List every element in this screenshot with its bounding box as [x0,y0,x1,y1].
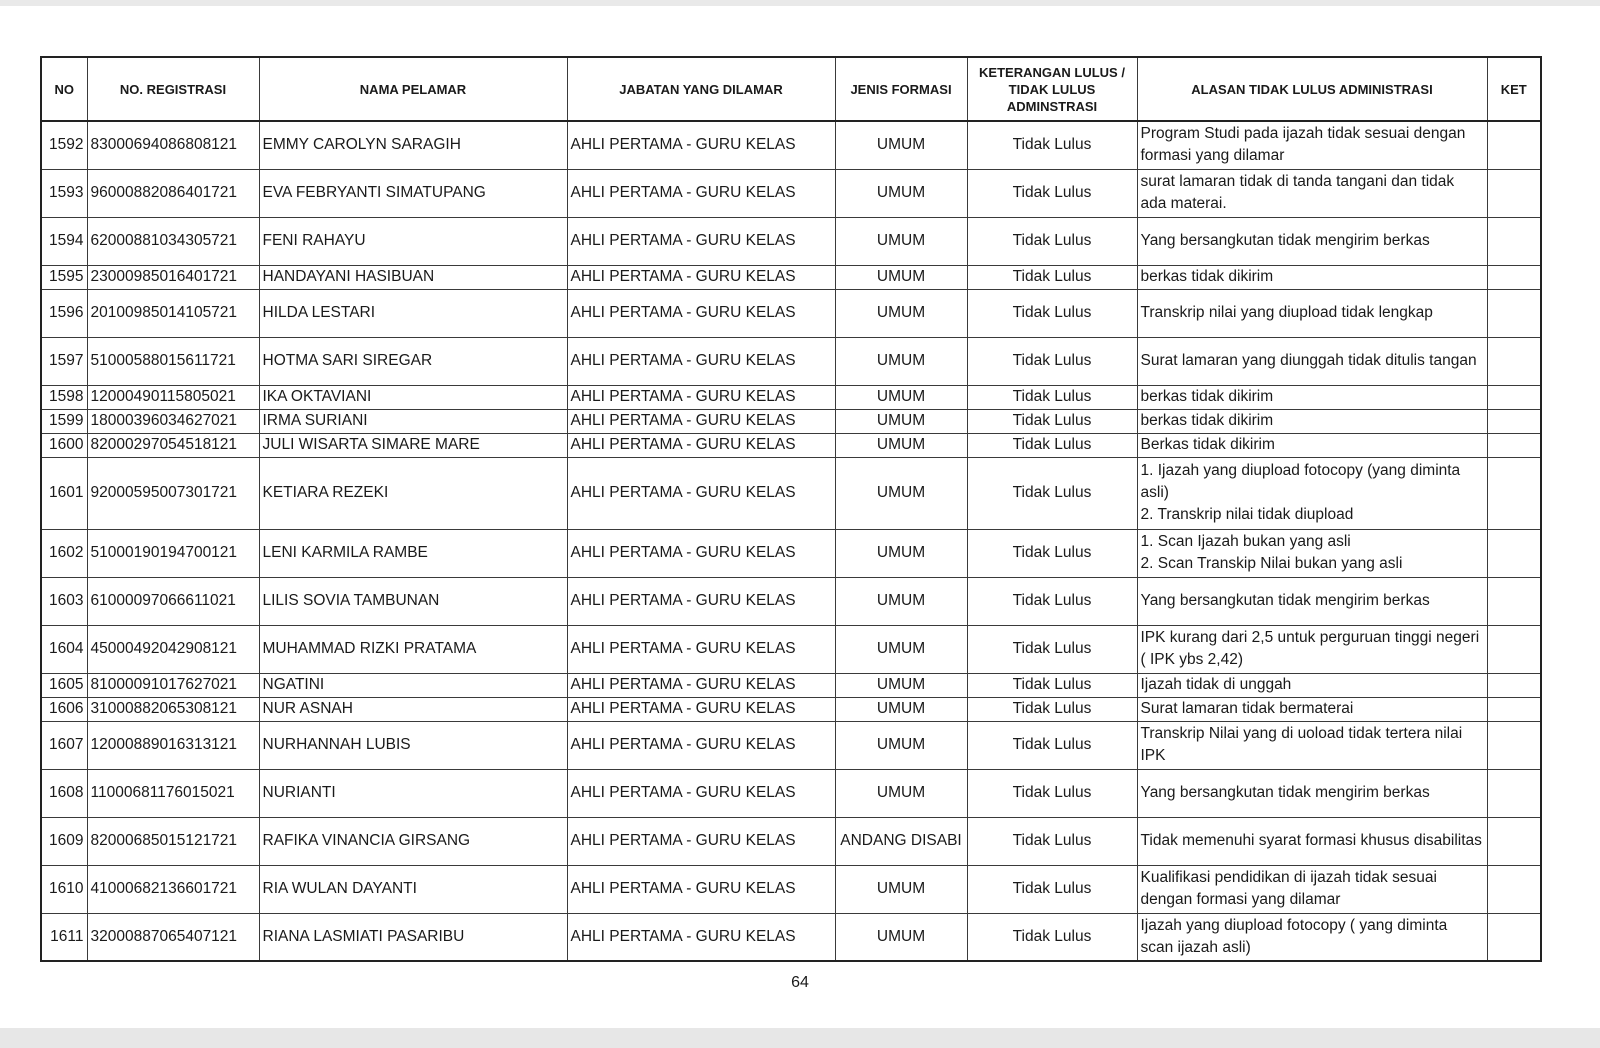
registration-number: 92000595007301721 [87,457,259,529]
table-row [41,217,1541,265]
formation-type: UMUM [835,769,967,817]
admin-status: Tidak Lulus [967,529,1137,577]
position-applied: AHLI PERTAMA - GURU KELAS [567,457,835,529]
table-row [41,577,1541,625]
remarks [1487,697,1541,721]
remarks [1487,385,1541,409]
page-number: 64 [791,974,809,991]
failure-reason: Kualifikasi pendidikan di ijazah tidak sesuai dengan formasi yang dilamar [1137,865,1487,913]
remarks [1487,721,1541,769]
position-applied: AHLI PERTAMA - GURU KELAS [567,121,835,169]
failure-reason: Yang bersangkutan tidak mengirim berkas [1137,577,1487,625]
row-number: 1605 [41,673,87,697]
failure-reason: berkas tidak dikirim [1137,385,1487,409]
position-applied: AHLI PERTAMA - GURU KELAS [567,721,835,769]
remarks [1487,217,1541,265]
failure-reason: Yang bersangkutan tidak mengirim berkas [1137,217,1487,265]
formation-type: UMUM [835,673,967,697]
admin-status: Tidak Lulus [967,697,1137,721]
document-sheet [40,56,1540,962]
registration-number: 81000091017627021 [87,673,259,697]
position-applied: AHLI PERTAMA - GURU KELAS [567,217,835,265]
registration-number: 51000190194700121 [87,529,259,577]
applicant-name: RAFIKA VINANCIA GIRSANG [259,817,567,865]
header-no: NO [41,57,87,121]
registration-number: 96000882086401721 [87,169,259,217]
table-row [41,529,1541,577]
failure-reason: Program Studi pada ijazah tidak sesuai dengan formasi yang dilamar [1137,121,1487,169]
admin-status: Tidak Lulus [967,865,1137,913]
applicant-name: KETIARA REZEKI [259,457,567,529]
admin-status: Tidak Lulus [967,121,1137,169]
remarks [1487,265,1541,289]
row-number: 1602 [41,529,87,577]
remarks [1487,409,1541,433]
formation-type: UMUM [835,529,967,577]
remarks [1487,577,1541,625]
failure-reason: Transkrip nilai yang diupload tidak lengkap [1137,289,1487,337]
failure-reason: berkas tidak dikirim [1137,409,1487,433]
position-applied: AHLI PERTAMA - GURU KELAS [567,265,835,289]
header-applicant-name: NAMA PELAMAR [259,57,567,121]
formation-type: UMUM [835,169,967,217]
remarks [1487,865,1541,913]
row-number: 1606 [41,697,87,721]
admin-status: Tidak Lulus [967,457,1137,529]
applicant-name: HOTMA SARI SIREGAR [259,337,567,385]
row-number: 1593 [41,169,87,217]
table-row [41,337,1541,385]
failure-reason: IPK kurang dari 2,5 untuk perguruan tinggi negeri ( IPK ybs 2,42) [1137,625,1487,673]
formation-type: UMUM [835,625,967,673]
failure-reason: Surat lamaran yang diunggah tidak ditulis tangan [1137,337,1487,385]
remarks [1487,817,1541,865]
applicant-name: MUHAMMAD RIZKI PRATAMA [259,625,567,673]
admin-status: Tidak Lulus [967,217,1137,265]
position-applied: AHLI PERTAMA - GURU KELAS [567,817,835,865]
formation-type: UMUM [835,721,967,769]
admin-status: Tidak Lulus [967,913,1137,961]
position-applied: AHLI PERTAMA - GURU KELAS [567,433,835,457]
registration-number: 83000694086808121 [87,121,259,169]
admin-status: Tidak Lulus [967,433,1137,457]
failure-reason: 1. Ijazah yang diupload fotocopy (yang diminta asli) 2. Transkrip nilai tidak diupload [1137,457,1487,529]
admin-status: Tidak Lulus [967,625,1137,673]
formation-type: UMUM [835,409,967,433]
failure-reason: Ijazah tidak di unggah [1137,673,1487,697]
remarks [1487,457,1541,529]
table-row [41,697,1541,721]
failure-reason: Yang bersangkutan tidak mengirim berkas [1137,769,1487,817]
formation-type: UMUM [835,217,967,265]
registration-number: 12000889016313121 [87,721,259,769]
applicant-name: LENI KARMILA RAMBE [259,529,567,577]
table-row [41,409,1541,433]
table-row [41,913,1541,961]
registration-number: 31000882065308121 [87,697,259,721]
applicant-name: HILDA LESTARI [259,289,567,337]
admin-status: Tidak Lulus [967,577,1137,625]
failure-reason: Surat lamaran tidak bermaterai [1137,697,1487,721]
row-number: 1592 [41,121,87,169]
failure-reason: Berkas tidak dikirim [1137,433,1487,457]
admin-status: Tidak Lulus [967,409,1137,433]
table-row [41,721,1541,769]
applicant-name: EVA FEBRYANTI SIMATUPANG [259,169,567,217]
formation-type: UMUM [835,337,967,385]
registration-number: 82000685015121721 [87,817,259,865]
table-row [41,673,1541,697]
formation-type: UMUM [835,385,967,409]
row-number: 1610 [41,865,87,913]
applicant-name: IKA OKTAVIANI [259,385,567,409]
admin-status: Tidak Lulus [967,169,1137,217]
position-applied: AHLI PERTAMA - GURU KELAS [567,697,835,721]
admin-status: Tidak Lulus [967,385,1137,409]
remarks [1487,169,1541,217]
position-applied: AHLI PERTAMA - GURU KELAS [567,337,835,385]
position-applied: AHLI PERTAMA - GURU KELAS [567,385,835,409]
applicant-name: JULI WISARTA SIMARE MARE [259,433,567,457]
remarks [1487,529,1541,577]
applicant-table [40,56,1542,962]
row-number: 1609 [41,817,87,865]
position-applied: AHLI PERTAMA - GURU KELAS [567,865,835,913]
table-row [41,769,1541,817]
failure-reason: surat lamaran tidak di tanda tangani dan tidak ada materai. [1137,169,1487,217]
admin-status: Tidak Lulus [967,265,1137,289]
admin-status: Tidak Lulus [967,673,1137,697]
registration-number: 23000985016401721 [87,265,259,289]
table-row [41,817,1541,865]
admin-status: Tidak Lulus [967,289,1137,337]
registration-number: 61000097066611021 [87,577,259,625]
table-row [41,265,1541,289]
formation-type: UMUM [835,865,967,913]
header-position: JABATAN YANG DILAMAR [567,57,835,121]
applicant-name: LILIS SOVIA TAMBUNAN [259,577,567,625]
header-ket: KET [1487,57,1541,121]
applicant-name: RIANA LASMIATI PASARIBU [259,913,567,961]
registration-number: 32000887065407121 [87,913,259,961]
row-number: 1601 [41,457,87,529]
position-applied: AHLI PERTAMA - GURU KELAS [567,409,835,433]
table-row [41,385,1541,409]
admin-status: Tidak Lulus [967,769,1137,817]
page-edge-top [0,0,1600,6]
remarks [1487,337,1541,385]
position-applied: AHLI PERTAMA - GURU KELAS [567,625,835,673]
applicant-name: RIA WULAN DAYANTI [259,865,567,913]
registration-number: 62000881034305721 [87,217,259,265]
table-row [41,169,1541,217]
applicant-name: FENI RAHAYU [259,217,567,265]
applicant-name: HANDAYANI HASIBUAN [259,265,567,289]
formation-type: ANDANG DISABI [835,817,967,865]
header-registration: NO. REGISTRASI [87,57,259,121]
header-formation-type: JENIS FORMASI [835,57,967,121]
registration-number: 12000490115805021 [87,385,259,409]
row-number: 1595 [41,265,87,289]
remarks [1487,673,1541,697]
formation-type: UMUM [835,577,967,625]
table-row [41,433,1541,457]
applicant-name: NURHANNAH LUBIS [259,721,567,769]
row-number: 1598 [41,385,87,409]
applicant-name: IRMA SURIANI [259,409,567,433]
failure-reason: Ijazah yang diupload fotocopy ( yang diminta scan ijazah asli) [1137,913,1487,961]
row-number: 1611 [41,913,87,961]
row-number: 1604 [41,625,87,673]
position-applied: AHLI PERTAMA - GURU KELAS [567,577,835,625]
remarks [1487,769,1541,817]
failure-reason: Transkrip Nilai yang di uoload tidak tertera nilai IPK [1137,721,1487,769]
row-number: 1607 [41,721,87,769]
header-reason: ALASAN TIDAK LULUS ADMINISTRASI [1137,57,1487,121]
admin-status: Tidak Lulus [967,817,1137,865]
remarks [1487,289,1541,337]
registration-number: 11000681176015021 [87,769,259,817]
registration-number: 45000492042908121 [87,625,259,673]
table-row [41,865,1541,913]
failure-reason: 1. Scan Ijazah bukan yang asli 2. Scan Transkip Nilai bukan yang asli [1137,529,1487,577]
position-applied: AHLI PERTAMA - GURU KELAS [567,769,835,817]
formation-type: UMUM [835,697,967,721]
row-number: 1594 [41,217,87,265]
position-applied: AHLI PERTAMA - GURU KELAS [567,289,835,337]
registration-number: 41000682136601721 [87,865,259,913]
formation-type: UMUM [835,913,967,961]
formation-type: UMUM [835,265,967,289]
registration-number: 18000396034627021 [87,409,259,433]
position-applied: AHLI PERTAMA - GURU KELAS [567,529,835,577]
remarks [1487,913,1541,961]
position-applied: AHLI PERTAMA - GURU KELAS [567,913,835,961]
formation-type: UMUM [835,121,967,169]
applicant-name: NURIANTI [259,769,567,817]
applicant-name: EMMY CAROLYN SARAGIH [259,121,567,169]
row-number: 1599 [41,409,87,433]
remarks [1487,433,1541,457]
table-row [41,457,1541,529]
table-row [41,625,1541,673]
table-row [41,121,1541,169]
row-number: 1597 [41,337,87,385]
row-number: 1608 [41,769,87,817]
table-row [41,289,1541,337]
header-status: KETERANGAN LULUS / TIDAK LULUS ADMINSTRASI [967,57,1137,121]
position-applied: AHLI PERTAMA - GURU KELAS [567,673,835,697]
registration-number: 51000588015611721 [87,337,259,385]
admin-status: Tidak Lulus [967,337,1137,385]
formation-type: UMUM [835,433,967,457]
position-applied: AHLI PERTAMA - GURU KELAS [567,169,835,217]
applicant-name: NGATINI [259,673,567,697]
failure-reason: berkas tidak dikirim [1137,265,1487,289]
row-number: 1600 [41,433,87,457]
applicant-name: NUR ASNAH [259,697,567,721]
admin-status: Tidak Lulus [967,721,1137,769]
failure-reason: Tidak memenuhi syarat formasi khusus disabilitas [1137,817,1487,865]
row-number: 1596 [41,289,87,337]
table-body [41,121,1541,961]
table-header-row [41,57,1541,121]
registration-number: 20100985014105721 [87,289,259,337]
row-number: 1603 [41,577,87,625]
formation-type: UMUM [835,289,967,337]
remarks [1487,625,1541,673]
page-edge-bottom [0,1028,1600,1048]
registration-number: 82000297054518121 [87,433,259,457]
remarks [1487,121,1541,169]
formation-type: UMUM [835,457,967,529]
